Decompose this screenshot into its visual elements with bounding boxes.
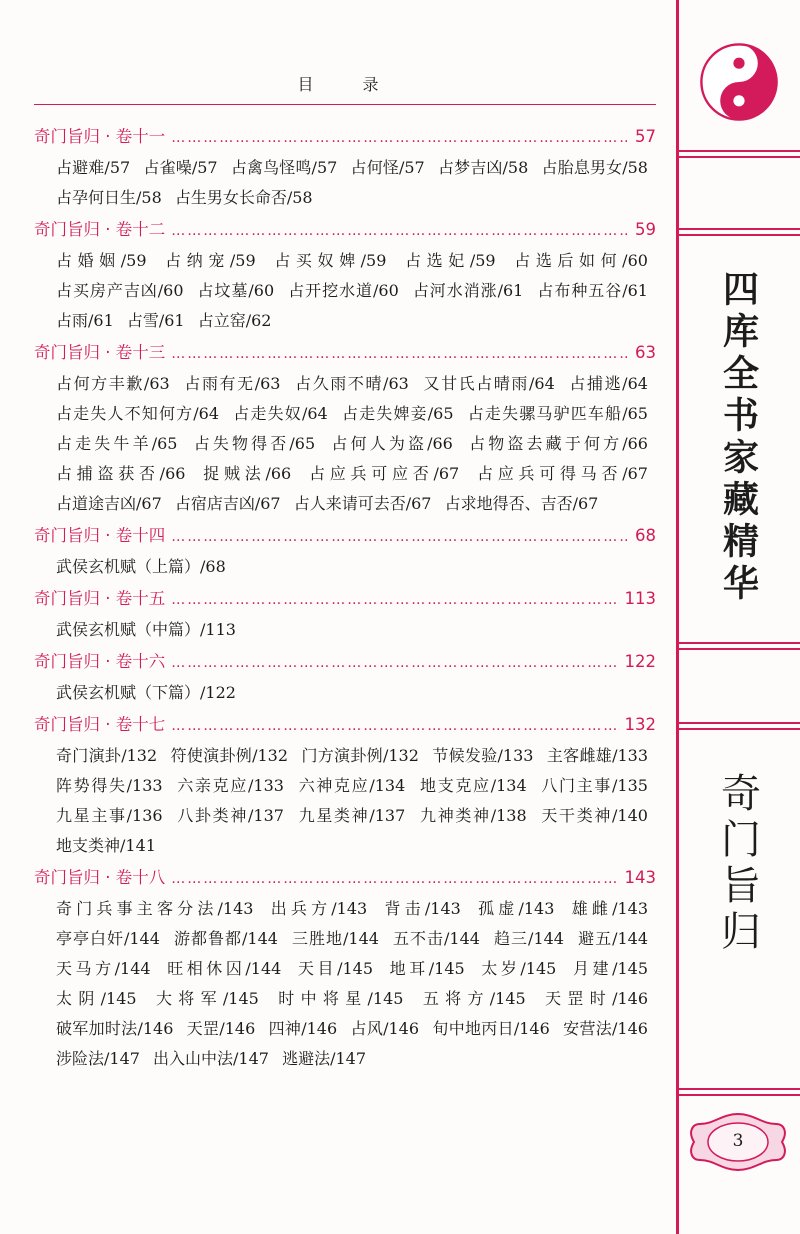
- toc-entry: 占物盗去藏于何方/66: [469, 434, 648, 453]
- toc-entry: 占雨/61: [56, 311, 114, 330]
- toc-entry: 占布种五谷/61: [537, 281, 648, 300]
- leader-dots: [171, 647, 618, 680]
- toc-entry: 占梦吉凶/58: [437, 158, 529, 177]
- toc-entry: 占宿店吉凶/67: [174, 494, 281, 513]
- table-of-contents: [34, 120, 656, 1074]
- toc-entry: 破军加时法/146: [56, 1019, 174, 1038]
- toc-entry: 占久雨不晴/63: [295, 374, 409, 393]
- toc-entry: 雄雌/143: [571, 899, 648, 918]
- section-heading: [34, 861, 656, 894]
- leader-dots: [171, 863, 618, 896]
- page-title: 目 录: [297, 75, 401, 94]
- section-heading: [34, 213, 656, 246]
- toc-entry: 占求地得否、吉否/67: [444, 494, 599, 513]
- toc-entry: 天罡/146: [186, 1019, 256, 1038]
- section-title: 奇门旨归 · 卷十一: [34, 127, 166, 146]
- toc-entry: 天罡时/146: [545, 989, 648, 1008]
- entry-list: [34, 894, 656, 1074]
- toc-entry: 武侯玄机赋（中篇）/113: [56, 620, 236, 639]
- section-title: 奇门旨归 · 卷十五: [34, 589, 166, 608]
- toc-entry: 旺相休囚/144: [167, 959, 282, 978]
- leader-dots: [171, 710, 618, 743]
- toc-entry: 占走失骡马驴匹车船/65: [467, 404, 648, 423]
- toc-entry: 九星类神/137: [298, 806, 406, 825]
- toc-entry: 出兵方/143: [270, 899, 368, 918]
- entry-list: [34, 153, 656, 213]
- toc-entry: 占婚姻/59: [56, 251, 147, 270]
- toc-entry: 出入山中法/147: [153, 1049, 269, 1068]
- toc-entry: 占雀噪/57: [143, 158, 218, 177]
- side-rule: [676, 228, 800, 236]
- toc-section: [34, 582, 656, 645]
- toc-entry: 五将方/145: [422, 989, 526, 1008]
- toc-entry: 占坟墓/60: [197, 281, 275, 300]
- section-page: 122: [624, 652, 656, 671]
- toc-entry: 占生男女长命否/58: [174, 188, 313, 207]
- toc-entry: 占开挖水道/60: [288, 281, 399, 300]
- toc-entry: 天马方/144: [56, 959, 151, 978]
- toc-entry: 背击/143: [384, 899, 461, 918]
- toc-entry: 太阴/145: [56, 989, 137, 1008]
- toc-entry: 太岁/145: [481, 959, 557, 978]
- toc-entry: 奇门演卦/132: [56, 746, 158, 765]
- toc-entry: 占何怪/57: [350, 158, 425, 177]
- toc-entry: 三胜地/144: [292, 929, 379, 948]
- section-page: 59: [635, 220, 656, 239]
- toc-entry: 占立窑/62: [197, 311, 272, 330]
- toc-entry: 占买奴婢/59: [274, 251, 387, 270]
- toc-entry: 占道途吉凶/67: [56, 494, 162, 513]
- toc-entry: 占捕逃/64: [569, 374, 648, 393]
- toc-entry: 占禽鸟怪鸣/57: [230, 158, 338, 177]
- entry-list: [34, 552, 656, 582]
- section-heading: [34, 645, 656, 678]
- leader-dots: [171, 584, 618, 617]
- toc-entry: 武侯玄机赋（上篇）/68: [56, 557, 226, 576]
- toc-entry: 孤虚/143: [478, 899, 555, 918]
- section-page: 132: [624, 715, 656, 734]
- side-rule: [676, 722, 800, 730]
- section-page: 143: [624, 868, 656, 887]
- toc-entry: 月建/145: [573, 959, 649, 978]
- section-title: 奇门旨归 · 卷十七: [34, 715, 166, 734]
- section-page: 63: [635, 343, 656, 362]
- toc-entry: 占风/146: [350, 1019, 420, 1038]
- side-rule: [676, 642, 800, 650]
- toc-entry: 占走失婢妾/65: [341, 404, 454, 423]
- toc-entry: 六神克应/134: [298, 776, 406, 795]
- section-title: 奇门旨归 · 卷十八: [34, 868, 166, 887]
- toc-entry: 占胎息男女/58: [541, 158, 648, 177]
- toc-entry: 门方演卦例/132: [301, 746, 419, 765]
- section-page: 68: [635, 526, 656, 545]
- toc-section: [34, 645, 656, 708]
- toc-entry: 五不击/144: [393, 929, 480, 948]
- toc-entry: 时中将星/145: [278, 989, 404, 1008]
- toc-entry: 捉贼法/66: [203, 464, 292, 483]
- section-title: 奇门旨归 · 卷十六: [34, 652, 166, 671]
- entry-list: [34, 246, 656, 336]
- toc-entry: 占雪/61: [126, 311, 185, 330]
- section-heading: [34, 336, 656, 369]
- toc-entry: 奇门兵事主客分法/143: [56, 899, 254, 918]
- toc-entry: 避五/144: [578, 929, 648, 948]
- toc-entry: 符使演卦例/132: [170, 746, 289, 765]
- yin-yang-icon: [699, 42, 779, 122]
- toc-entry: 天干类神/140: [541, 806, 648, 825]
- toc-entry: 占捕盗获否/66: [56, 464, 186, 483]
- side-rule: [676, 1088, 800, 1096]
- toc-entry: 占何人为盗/66: [331, 434, 453, 453]
- toc-entry: 占走失奴/64: [233, 404, 328, 423]
- toc-entry: 八卦类神/137: [177, 806, 284, 825]
- section-heading: [34, 120, 656, 153]
- toc-section: [34, 120, 656, 213]
- toc-entry: 占应兵可应否/67: [309, 464, 460, 483]
- section-title: 奇门旨归 · 卷十四: [34, 526, 166, 545]
- leader-dots: [171, 338, 629, 371]
- toc-entry: 亭亭白奸/144: [56, 929, 160, 948]
- toc-entry: 游都鲁都/144: [174, 929, 278, 948]
- leader-dots: [171, 122, 629, 155]
- toc-entry: 地支类神/141: [56, 836, 156, 855]
- toc-entry: 占走失人不知何方/64: [56, 404, 220, 423]
- toc-section: [34, 708, 656, 861]
- side-divider: [676, 0, 679, 1234]
- section-title: 奇门旨归 · 卷十二: [34, 220, 166, 239]
- toc-entry: 占买房产吉凶/60: [56, 281, 184, 300]
- entry-list: [34, 369, 656, 519]
- toc-entry: 节候发验/133: [432, 746, 534, 765]
- toc-entry: 占雨有无/63: [184, 374, 281, 393]
- toc-section: [34, 213, 656, 336]
- toc-entry: 占失物得否/65: [193, 434, 316, 453]
- toc-section: [34, 336, 656, 519]
- book-title: 奇门旨归: [714, 772, 761, 956]
- toc-entry: 九神类神/138: [420, 806, 527, 825]
- section-heading: [34, 708, 656, 741]
- toc-entry: 占应兵可得马否/67: [477, 464, 648, 483]
- toc-entry: 天目/145: [297, 959, 374, 978]
- toc-entry: 武侯玄机赋（下篇）/122: [56, 683, 236, 702]
- toc-entry: 占选妃/59: [405, 251, 496, 270]
- toc-entry: 旬中地丙日/146: [432, 1019, 550, 1038]
- toc-entry: 占人来请可去否/67: [293, 494, 432, 513]
- toc-section: [34, 519, 656, 582]
- toc-entry: 占河水消涨/61: [412, 281, 524, 300]
- toc-entry: 四神/146: [268, 1019, 338, 1038]
- entry-list: [34, 678, 656, 708]
- toc-entry: 主客雌雄/133: [546, 746, 649, 765]
- leader-dots: [171, 521, 629, 554]
- toc-entry: 又甘氏占晴雨/64: [423, 374, 555, 393]
- entry-list: [34, 615, 656, 645]
- section-page: 113: [624, 589, 656, 608]
- section-title: 奇门旨归 · 卷十三: [34, 343, 166, 362]
- entry-list: [34, 741, 656, 861]
- series-title: 四库全书家藏精华: [717, 270, 759, 606]
- toc-entry: 占纳宠/59: [165, 251, 256, 270]
- title-rule: [34, 104, 656, 105]
- toc-entry: 占何方丰歉/63: [56, 374, 170, 393]
- section-heading: [34, 519, 656, 552]
- leader-dots: [171, 215, 629, 248]
- toc-entry: 六亲克应/133: [177, 776, 284, 795]
- section-page: 57: [635, 127, 656, 146]
- toc-entry: 八门主事/135: [541, 776, 648, 795]
- toc-entry: 占走失牛羊/65: [56, 434, 178, 453]
- toc-entry: 地耳/145: [389, 959, 465, 978]
- toc-entry: 占孕何日生/58: [56, 188, 162, 207]
- toc-section: [34, 861, 656, 1074]
- toc-entry: 地支克应/134: [420, 776, 527, 795]
- toc-entry: 涉险法/147: [56, 1049, 140, 1068]
- toc-entry: 趋三/144: [494, 929, 564, 948]
- page-number: 3: [732, 1131, 744, 1151]
- toc-entry: 大将军/145: [155, 989, 259, 1008]
- side-rule-top: [676, 150, 800, 158]
- toc-entry: 阵势得失/133: [56, 776, 163, 795]
- toc-entry: 逃避法/147: [282, 1049, 366, 1068]
- toc-entry: 九星主事/136: [56, 806, 163, 825]
- toc-entry: 占避难/57: [56, 158, 131, 177]
- toc-entry: 占选后如何/60: [514, 251, 648, 270]
- toc-entry: 安营法/146: [563, 1019, 648, 1038]
- side-panel: [676, 0, 800, 1234]
- section-heading: [34, 582, 656, 615]
